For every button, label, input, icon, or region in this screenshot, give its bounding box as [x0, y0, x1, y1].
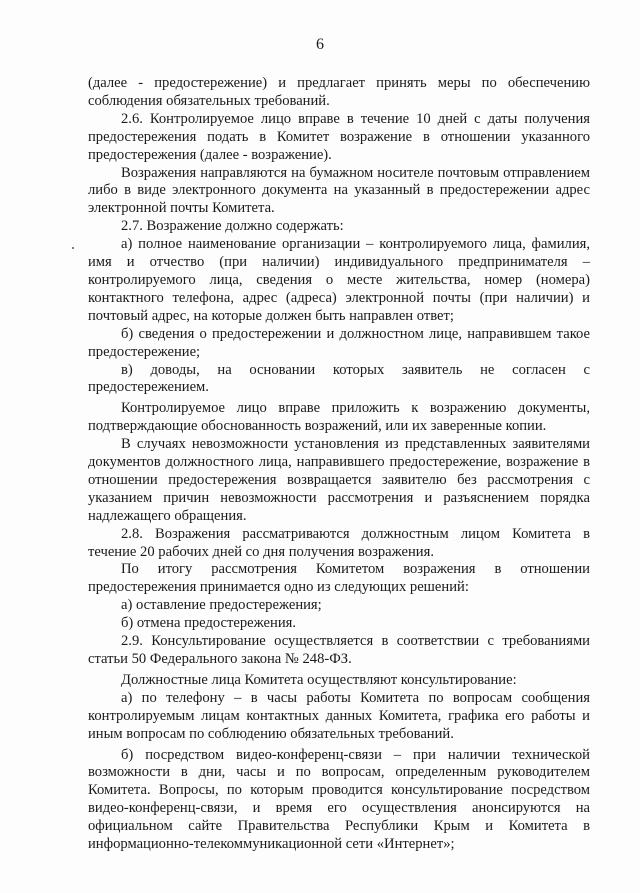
- paragraph-objections-delivery: Возражения направляются на бумажном носителе почтовым отправлением либо в виде электронного документа на указанный в предостережении адрес электронной почты Комитета.: [88, 164, 590, 217]
- paragraph-consulting-a: а) по телефону – в часы работы Комитета по вопросам сообщения контролируемым лицам контактных данных Комитета, графика его работы и иным вопросам по соблюдению обязательных требований.: [88, 689, 590, 742]
- paragraph-consulting-b: б) посредством видео-конференц-связи – при наличии технической возможности в дни, часы и по вопросам, определенным руководителем Комитета. Вопросы, по которым проводится консультирование посредством видео-конференц-связи, и время его осуществления анонсируются на официальном сайте Правительства Республики Крым и Комитета в информационно-телекоммуникационной сети «Интернет»;: [88, 746, 590, 853]
- paragraph-2-7-v: в) доводы, на основании которых заявитель не согласен с предостережением.: [88, 361, 590, 396]
- paragraph-decision-a: а) оставление предостережения;: [121, 597, 322, 614]
- paragraph-2-7-a: а) полное наименование организации – контролируемого лица, фамилия, имя и отчество (при наличии) индивидуального предпринимателя – контролируемого лица, сведения о месте жительства, номер (номера) контактного телефона, адрес (адреса) электронной почты (при наличии) и почтовый адрес, на которые должен быть направлен ответ;: [88, 236, 590, 324]
- paragraph-decision-b: б) отмена предостережения.: [121, 615, 296, 632]
- paragraph-consulting-intro: Должностные лица Комитета осуществляют консультирование:: [121, 671, 517, 688]
- paragraph-review-decision: По итогу рассмотрения Комитетом возражения в отношении предостережения принимается одно из следующих решений:: [88, 561, 590, 596]
- scan-speck: [72, 247, 74, 249]
- paragraph-2-6: 2.6. Контролируемое лицо вправе в течение 10 дней с даты получения предостережения подать в Комитет возражение в отношении указанного предостережения (далее - возражение).: [88, 110, 590, 163]
- paragraph-2-7-b: б) сведения о предостережении и должностном лице, направившем такое предостережение;: [88, 325, 590, 360]
- paragraph-2-8: 2.8. Возражения рассматриваются должностным лицом Комитета в течение 20 рабочих дней со дня получения возражения.: [88, 525, 590, 560]
- page-number: 6: [316, 36, 324, 53]
- paragraph-2-7: 2.7. Возражение должно содержать:: [121, 218, 344, 235]
- paragraph-2-9: 2.9. Консультирование осуществляется в соответствии с требованиями статьи 50 Федерального закона № 248-ФЗ.: [88, 633, 590, 667]
- document-body: [88, 75, 590, 854]
- paragraph-return-without-review: В случаях невозможности установления из представленных заявителями документов должностного лица, направившего предостережение, возражение в отношении предостережения возвращается заявителю без рассмотрения с указанием причин невозможности рассмотрения и разъяснением порядка надлежащего обращения.: [88, 436, 590, 524]
- paragraph-attachments: Контролируемое лицо вправе приложить к возражению документы, подтверждающие обоснованность возражений, или их заверенные копии.: [88, 400, 590, 435]
- paragraph-continuation: (далее - предостережение) и предлагает принять меры по обеспечению соблюдения обязательных требований.: [88, 75, 590, 109]
